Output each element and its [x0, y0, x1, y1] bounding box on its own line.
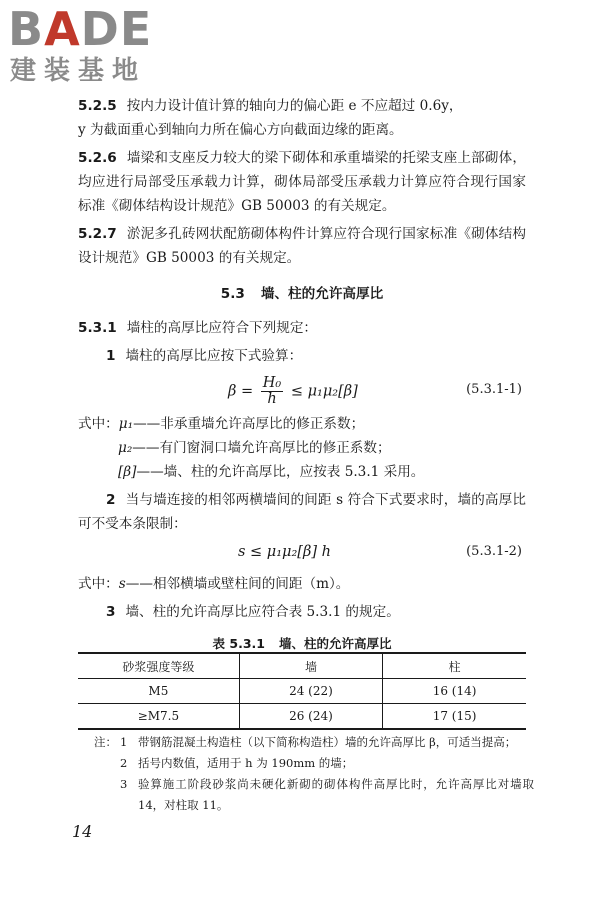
clause-number: 5.2.5 [78, 98, 117, 114]
definition-intro: 式中： [78, 416, 119, 432]
definition-symbol: μ₁ [118, 416, 134, 432]
table-header-row [78, 653, 526, 679]
clause-text-line2: y 为截面重心到轴向力所在偏心方向截面边缘的距离。 [78, 122, 403, 138]
definition-symbol: μ₂ [118, 440, 133, 456]
table-cell: 26 (24) [239, 704, 382, 730]
clause-5-3-1 [78, 316, 526, 340]
item-text: 墙柱的高厚比应按下式验算： [125, 348, 303, 364]
definition-text: ——有门窗洞口墙允许高厚比的修正系数； [132, 440, 391, 456]
table-cell: M5 [78, 679, 239, 704]
table-notes [94, 732, 534, 816]
formula-fraction [261, 376, 283, 407]
item-number: 1 [106, 348, 116, 364]
definition-text: ——墙、柱的允许高厚比，应按表 5.3.1 采用。 [136, 464, 425, 480]
definition-symbol: s [118, 576, 126, 592]
definition-mu1 [78, 412, 526, 436]
formula-5-3-1-1 [78, 372, 526, 408]
fraction-denominator: h [267, 391, 277, 407]
item-number: 3 [106, 604, 116, 620]
table-header-cell: 砂浆强度等级 [78, 653, 239, 679]
definition-intro: 式中： [78, 576, 119, 592]
note-number: 3 [120, 777, 128, 791]
table-row [78, 704, 526, 730]
formula-5-3-1-2 [78, 540, 526, 568]
item-text: 当与墙连接的相邻两横墙间的间距 s 符合下式要求时，墙的高厚比可不受本条限制： [78, 492, 526, 532]
clause-5-2-5 [78, 94, 526, 142]
logo-word-text: BADE [8, 2, 153, 56]
note-text: 带钢筋混凝土构造柱（以下简称构造柱）墙的允许高厚比 β，可适当提高； [138, 735, 517, 749]
item-1 [78, 344, 526, 368]
item-2 [78, 488, 526, 536]
definition-text: ——非承重墙允许高厚比的修正系数； [133, 416, 365, 432]
clause-text: 墙梁和支座反力较大的梁下砌体和承重墙梁的托梁支座上部砌体，均应进行局部受压承载力计算，砌体局部受压承载力计算应符合现行国家标准《砌体结构设计规范》GB 50003 的有关规定。 [78, 150, 526, 214]
equation-number: (5.3.1-2) [466, 544, 522, 559]
clause-number: 5.2.7 [78, 226, 117, 242]
definition-beta [78, 460, 526, 484]
logo-subtitle: 建装基地 [10, 56, 147, 86]
item-text: 墙、柱的允许高厚比应符合表 5.3.1 的规定。 [125, 604, 400, 620]
table-cell: ≥M7.5 [78, 704, 239, 730]
definition-symbol: [β] [118, 464, 137, 480]
formula-expression [228, 376, 358, 407]
note-text: 括号内数值，适用于 h 为 190mm 的墙； [138, 756, 354, 770]
table-cell: 17 (15) [383, 704, 526, 730]
clause-5-2-6 [78, 146, 526, 218]
note-number: 1 [120, 735, 128, 749]
clause-text-line1: 按内力设计值计算的轴向力的偏心距 e 不应超过 0.6y， [126, 98, 463, 114]
definition-text: ——相邻横墙或壁柱间的间距（m）。 [125, 576, 350, 592]
logo-wordmark [8, 4, 152, 54]
table-number: 表 5.3.1 [212, 636, 265, 651]
formula-lhs: β = [228, 383, 254, 400]
table-cell: 16 (14) [383, 679, 526, 704]
clause-5-2-7 [78, 222, 526, 270]
height-thickness-ratio-table [78, 652, 526, 730]
table-title-text: 墙、柱的允许高厚比 [278, 636, 392, 651]
clause-number: 5.2.6 [78, 150, 117, 166]
definition-mu2 [78, 436, 526, 460]
clause-text: 淤泥多孔砖网状配筋砌体构件计算应符合现行国家标准《砌体结构设计规范》GB 50003 的有关规定。 [78, 226, 526, 266]
table-header-cell: 墙 [239, 653, 382, 679]
note-number: 2 [120, 756, 128, 770]
note-text: 验算施工阶段砂浆尚未硬化新砌的砌体构件高厚比时，允许高厚比对墙取 14，对柱取 11。 [138, 777, 534, 812]
notes-label: 注： [94, 735, 117, 749]
formula-rhs: ≤ μ₁μ₂[β] [290, 383, 358, 400]
table-row [78, 679, 526, 704]
item-number: 2 [106, 492, 116, 508]
table-header-cell: 柱 [383, 653, 526, 679]
note-item [94, 753, 534, 774]
note-item [94, 774, 534, 816]
definition-s [78, 572, 526, 596]
item-3 [78, 600, 526, 624]
page-content [78, 94, 526, 662]
section-title-text: 墙、柱的允许高厚比 [260, 286, 384, 302]
fraction-numerator: H₀ [262, 375, 282, 391]
clause-number: 5.3.1 [78, 320, 117, 336]
section-title-5-3 [78, 282, 526, 306]
equation-number: (5.3.1-1) [466, 382, 522, 397]
section-number: 5.3 [220, 286, 245, 302]
formula-expression: s ≤ μ₁μ₂[β] h [238, 544, 331, 560]
bade-logo [8, 4, 178, 90]
clause-text: 墙柱的高厚比应符合下列规定： [126, 320, 318, 336]
table-cell: 24 (22) [239, 679, 382, 704]
page-number: 14 [72, 822, 93, 841]
note-item [94, 732, 534, 753]
